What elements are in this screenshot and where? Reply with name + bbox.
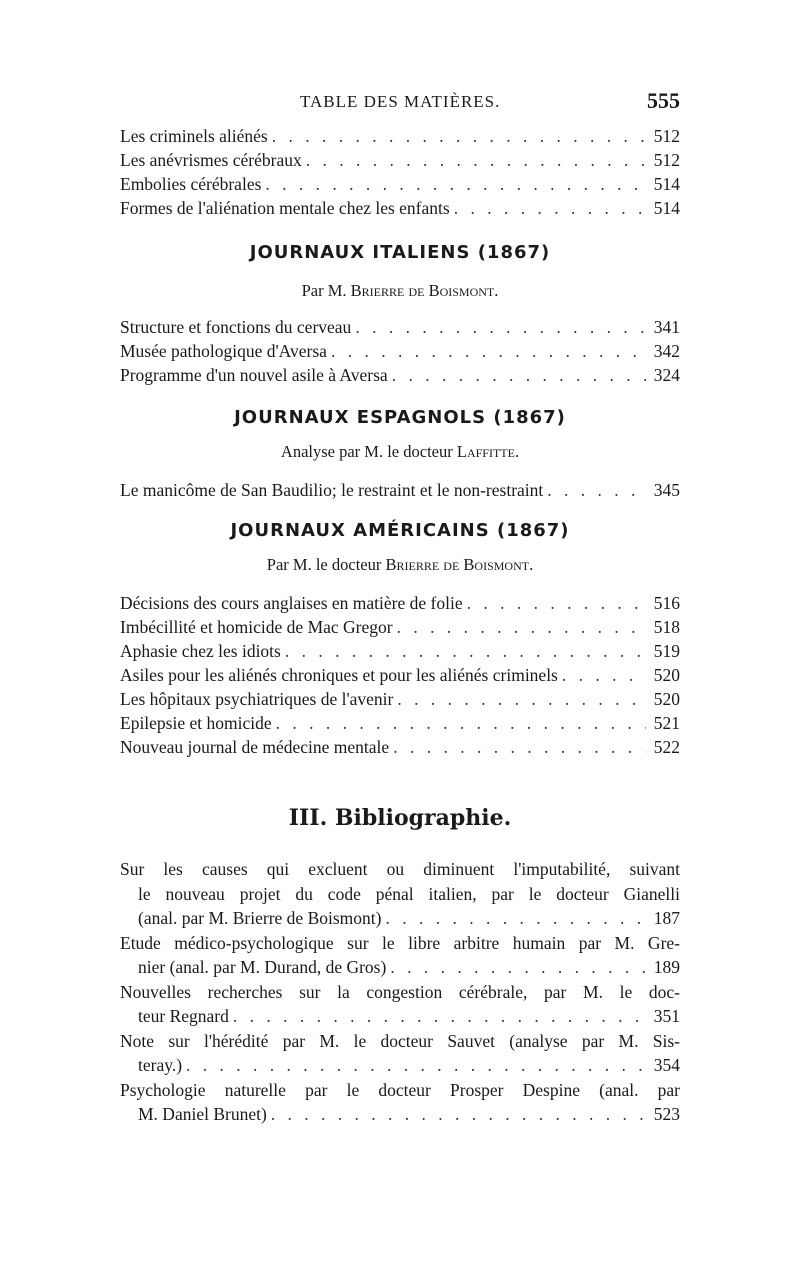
entry-page: 523 [653,1104,680,1124]
toc-entry [120,478,680,502]
leader-dots [355,315,646,339]
entry-last-line [120,1004,680,1029]
leader-dots [397,687,646,711]
entry-line: Sur les causes qui excluent ou diminuent l'imputabilité, suivant [120,859,680,879]
toc-entry-text: Formes de l'aliénation mentale chez les enfants [120,198,450,218]
leader-dots [265,172,646,196]
toc-entry-page: 520 [653,689,680,709]
entry-page: 351 [653,1006,680,1026]
byline-author: Brierre de Boismont. [350,281,499,300]
leader-dots [233,1004,646,1029]
byline-prefix: Par M. [301,281,347,300]
toc-entry-page: 521 [653,713,680,733]
entry-last-line [120,1053,680,1078]
leader-dots [276,711,646,735]
entry-line: (anal. par M. Brierre de Boismont) [138,908,382,928]
leader-dots [397,615,646,639]
toc-entry-text: Nouveau journal de médecine mentale [120,737,390,757]
toc-group-espagnols [120,478,680,502]
toc-entry-page: 522 [653,737,680,757]
toc-entry-text: Les hôpitaux psychiatriques de l'avenir [120,689,394,709]
toc-group-italiens [120,315,680,387]
toc-entry [120,339,680,363]
toc-entry [120,735,680,759]
byline-prefix: Par M. le docteur [266,555,382,574]
toc-entry-page: 516 [653,593,680,613]
toc-entry-page: 514 [653,198,680,218]
toc-entry-text: Le manicôme de San Baudilio; le restraint et le non-restraint [120,480,544,500]
toc-page [120,88,680,1127]
bibliography-entry [120,980,680,1029]
toc-entry-page: 518 [653,617,680,637]
byline-author: Brierre de Boismont. [385,555,534,574]
leader-dots [385,906,646,931]
leader-dots [562,663,646,687]
leader-dots [272,124,646,148]
byline-prefix: Analyse par M. le docteur [280,442,453,461]
toc-entry-text: Imbécillité et homicide de Mac Gregor [120,617,393,637]
toc-entry-page: 341 [653,317,680,337]
toc-entry-text: Aphasie chez les idiots [120,641,281,661]
entry-page: 189 [653,957,680,977]
entry-line: nier (anal. par M. Durand, de Gros) [138,957,387,977]
entry-page: 354 [653,1055,680,1075]
toc-entry-text: Epilepsie et homicide [120,713,272,733]
bibliography-entry [120,857,680,931]
section-heading-americains: JOURNAUX AMÉRICAINS (1867) [230,520,570,541]
toc-group-top [120,124,680,220]
leader-dots [390,955,646,980]
toc-entry [120,315,680,339]
toc-entry [120,615,680,639]
toc-entry-text: Structure et fonctions du cerveau [120,317,352,337]
toc-entry-page: 512 [653,150,680,170]
toc-entry [120,363,680,387]
running-head-title: TABLE DES MATIÈRES. [300,92,501,111]
entry-last-line [120,906,680,931]
toc-entry [120,639,680,663]
toc-entry-page: 514 [653,174,680,194]
bibliography-entry [120,1029,680,1078]
section-heading-espagnols: JOURNAUX ESPAGNOLS (1867) [234,407,566,428]
section-byline [120,442,680,462]
toc-entry [120,687,680,711]
leader-dots [547,478,646,502]
section-byline [120,281,680,301]
leader-dots [271,1102,646,1127]
entry-line: M. Daniel Brunet) [138,1104,267,1124]
toc-entry-page: 520 [653,665,680,685]
leader-dots [454,196,646,220]
toc-group-americains [120,591,680,759]
toc-entry [120,196,680,220]
toc-entry-text: Programme d'un nouvel asile à Aversa [120,365,388,385]
entry-line: Note sur l'hérédité par M. le docteur Sauvet (analyse par M. Sis- [120,1030,680,1051]
toc-entry-text: Décisions des cours anglaises en matière de folie [120,593,463,613]
leader-dots [467,591,646,615]
bibliography-entry [120,931,680,980]
entry-last-line [120,955,680,980]
entry-line: Psychologie naturelle par le docteur Prosper Despine (anal. par [120,1079,680,1100]
toc-entry [120,172,680,196]
byline-author: Laffitte. [456,442,520,461]
leader-dots [392,363,646,387]
entry-line: le nouveau projet du code pénal italien, par le docteur Gianelli [138,883,680,904]
toc-entry-page: 512 [653,126,680,146]
toc-entry-text: Embolies cérébrales [120,174,262,194]
entry-last-line [120,1102,680,1127]
section-heading-italiens: JOURNAUX ITALIENS (1867) [249,242,551,263]
part-heading-bibliographie: III. Bibliographie. [288,805,512,831]
toc-entry-page: 324 [653,365,680,385]
leader-dots [285,639,646,663]
running-head [120,88,680,122]
toc-entry [120,591,680,615]
leader-dots [331,339,646,363]
toc-entry-page: 519 [653,641,680,661]
toc-entry [120,124,680,148]
bibliography-list [120,857,680,1127]
section-byline [120,555,680,575]
toc-entry-text: Les anévrismes cérébraux [120,150,302,170]
leader-dots [306,148,646,172]
leader-dots [393,735,646,759]
bibliography-entry [120,1078,680,1127]
toc-entry-text: Asiles pour les aliénés chroniques et pour les aliénés criminels [120,665,558,685]
entry-line: teray.) [138,1055,183,1075]
page-number: 555 [647,88,680,113]
toc-entry [120,663,680,687]
leader-dots [186,1053,646,1078]
entry-line: Etude médico-psychologique sur le libre arbitre humain par M. Gre- [120,932,680,953]
entry-line: Nouvelles recherches sur la congestion cérébrale, par M. le doc- [120,981,680,1002]
toc-entry [120,148,680,172]
toc-entry-text: Les criminels aliénés [120,126,268,146]
entry-page: 187 [653,908,680,928]
entry-line: teur Regnard [138,1006,229,1026]
toc-entry [120,711,680,735]
toc-entry-text: Musée pathologique d'Aversa [120,341,327,361]
toc-entry-page: 345 [653,480,680,500]
toc-entry-page: 342 [653,341,680,361]
